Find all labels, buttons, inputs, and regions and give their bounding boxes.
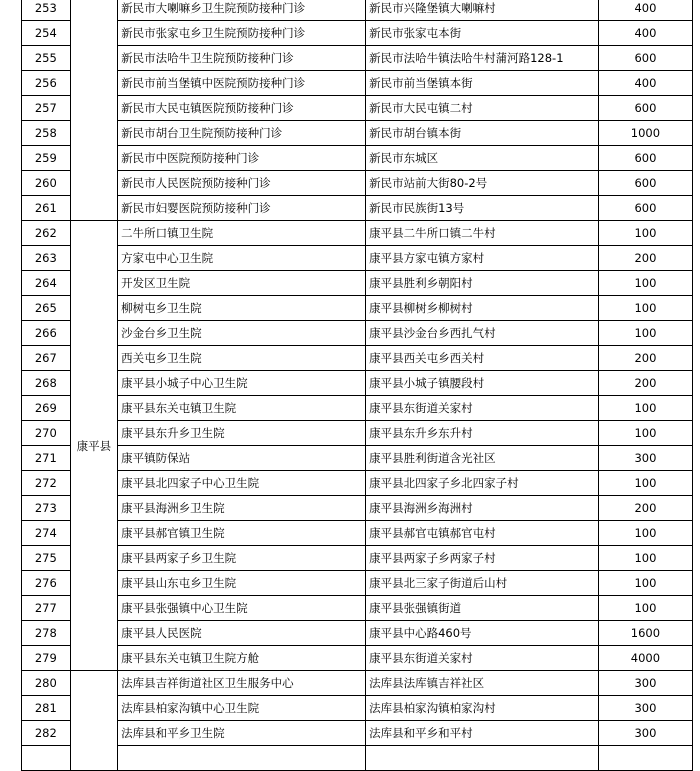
dose-quantity-cell: 200 bbox=[598, 496, 692, 521]
row-number-cell: 265 bbox=[22, 296, 71, 321]
row-number-cell: 256 bbox=[22, 71, 71, 96]
site-address-cell: 新民市站前大街80-2号 bbox=[366, 171, 599, 196]
dose-quantity-cell: 200 bbox=[598, 246, 692, 271]
site-name-cell: 法库县吉祥街道社区卫生服务中心 bbox=[118, 671, 366, 696]
row-number-cell: 270 bbox=[22, 421, 71, 446]
dose-quantity-cell: 600 bbox=[598, 196, 692, 221]
dose-quantity-cell: 100 bbox=[598, 546, 692, 571]
dose-quantity-cell: 400 bbox=[598, 71, 692, 96]
site-name-cell: 法库县和平乡卫生院 bbox=[118, 721, 366, 746]
dose-quantity-cell bbox=[598, 746, 692, 771]
site-address-cell: 康平县北三家子街道后山村 bbox=[366, 571, 599, 596]
row-number-cell: 266 bbox=[22, 321, 71, 346]
table-body bbox=[22, 0, 693, 771]
site-address-cell: 康平县东街道关家村 bbox=[366, 646, 599, 671]
site-address-cell: 新民市张家屯本街 bbox=[366, 21, 599, 46]
table-row bbox=[22, 571, 693, 596]
dose-quantity-cell: 300 bbox=[598, 446, 692, 471]
dose-quantity-cell: 100 bbox=[598, 521, 692, 546]
row-number-cell: 253 bbox=[22, 0, 71, 21]
table-row bbox=[22, 96, 693, 121]
site-name-cell: 康平县东关屯镇卫生院方舱 bbox=[118, 646, 366, 671]
site-address-cell: 康平县西关屯乡西关村 bbox=[366, 346, 599, 371]
table-row bbox=[22, 696, 693, 721]
site-address-cell: 新民市法哈牛镇法哈牛村蒲河路128-1 bbox=[366, 46, 599, 71]
dose-quantity-cell: 100 bbox=[598, 421, 692, 446]
site-address-cell: 康平县胜利乡朝阳村 bbox=[366, 271, 599, 296]
table-row bbox=[22, 621, 693, 646]
table-row bbox=[22, 321, 693, 346]
row-number-cell: 274 bbox=[22, 521, 71, 546]
table-row bbox=[22, 546, 693, 571]
site-address-cell: 新民市大民屯镇二村 bbox=[366, 96, 599, 121]
row-number-cell: 260 bbox=[22, 171, 71, 196]
table-row bbox=[22, 271, 693, 296]
table-row bbox=[22, 21, 693, 46]
site-name-cell: 新民市前当堡镇中医院预防接种门诊 bbox=[118, 71, 366, 96]
site-name-cell: 沙金台乡卫生院 bbox=[118, 321, 366, 346]
county-cell bbox=[70, 0, 118, 221]
site-address-cell: 康平县柳树乡柳树村 bbox=[366, 296, 599, 321]
row-number-cell: 261 bbox=[22, 196, 71, 221]
table-row bbox=[22, 446, 693, 471]
row-number-cell: 275 bbox=[22, 546, 71, 571]
site-name-cell: 法库县柏家沟镇中心卫生院 bbox=[118, 696, 366, 721]
table-row bbox=[22, 346, 693, 371]
row-number-cell bbox=[22, 746, 71, 771]
dose-quantity-cell: 1600 bbox=[598, 621, 692, 646]
site-name-cell: 康平镇防保站 bbox=[118, 446, 366, 471]
site-name-cell: 新民市人民医院预防接种门诊 bbox=[118, 171, 366, 196]
table-row bbox=[22, 496, 693, 521]
site-address-cell: 康平县小城子镇腰段村 bbox=[366, 371, 599, 396]
row-number-cell: 280 bbox=[22, 671, 71, 696]
table-row bbox=[22, 596, 693, 621]
row-number-cell: 259 bbox=[22, 146, 71, 171]
site-name-cell: 新民市胡台卫生院预防接种门诊 bbox=[118, 121, 366, 146]
site-address-cell: 康平县郝官屯镇郝官屯村 bbox=[366, 521, 599, 546]
row-number-cell: 269 bbox=[22, 396, 71, 421]
site-name-cell: 康平县东升乡卫生院 bbox=[118, 421, 366, 446]
row-number-cell: 264 bbox=[22, 271, 71, 296]
row-number-cell: 267 bbox=[22, 346, 71, 371]
dose-quantity-cell: 300 bbox=[598, 696, 692, 721]
site-name-cell: 新民市妇婴医院预防接种门诊 bbox=[118, 196, 366, 221]
row-number-cell: 263 bbox=[22, 246, 71, 271]
table-row bbox=[22, 471, 693, 496]
dose-quantity-cell: 1000 bbox=[598, 121, 692, 146]
row-number-cell: 258 bbox=[22, 121, 71, 146]
site-address-cell: 康平县方家屯镇方家村 bbox=[366, 246, 599, 271]
row-number-cell: 262 bbox=[22, 221, 71, 246]
site-address-cell: 康平县东升乡东升村 bbox=[366, 421, 599, 446]
site-address-cell: 康平县沙金台乡西扎气村 bbox=[366, 321, 599, 346]
site-name-cell: 康平县人民医院 bbox=[118, 621, 366, 646]
site-name-cell: 新民市大民屯镇医院预防接种门诊 bbox=[118, 96, 366, 121]
dose-quantity-cell: 600 bbox=[598, 171, 692, 196]
table-row bbox=[22, 0, 693, 21]
site-address-cell: 康平县北四家子乡北四家子村 bbox=[366, 471, 599, 496]
site-address-cell: 康平县胜利街道含光社区 bbox=[366, 446, 599, 471]
table-row bbox=[22, 721, 693, 746]
site-name-cell: 康平县郝官镇卫生院 bbox=[118, 521, 366, 546]
site-address-cell: 康平县二牛所口镇二牛村 bbox=[366, 221, 599, 246]
site-address-cell: 新民市前当堡镇本街 bbox=[366, 71, 599, 96]
site-name-cell: 康平县张强镇中心卫生院 bbox=[118, 596, 366, 621]
table-row bbox=[22, 221, 693, 246]
table-row bbox=[22, 46, 693, 71]
dose-quantity-cell: 100 bbox=[598, 296, 692, 321]
site-name-cell: 柳树屯乡卫生院 bbox=[118, 296, 366, 321]
county-cell bbox=[70, 671, 118, 771]
site-name-cell: 新民市张家屯乡卫生院预防接种门诊 bbox=[118, 21, 366, 46]
row-number-cell: 276 bbox=[22, 571, 71, 596]
dose-quantity-cell: 100 bbox=[598, 471, 692, 496]
dose-quantity-cell: 100 bbox=[598, 271, 692, 296]
table-row bbox=[22, 246, 693, 271]
dose-quantity-cell: 600 bbox=[598, 46, 692, 71]
site-address-cell: 新民市胡台镇本街 bbox=[366, 121, 599, 146]
dose-quantity-cell: 400 bbox=[598, 0, 692, 21]
row-number-cell: 282 bbox=[22, 721, 71, 746]
site-address-cell: 康平县两家子乡两家子村 bbox=[366, 546, 599, 571]
site-name-cell: 开发区卫生院 bbox=[118, 271, 366, 296]
site-address-cell: 康平县海洲乡海洲村 bbox=[366, 496, 599, 521]
site-name-cell: 康平县北四家子中心卫生院 bbox=[118, 471, 366, 496]
site-address-cell: 新民市兴隆堡镇大喇嘛村 bbox=[366, 0, 599, 21]
row-number-cell: 272 bbox=[22, 471, 71, 496]
row-number-cell: 271 bbox=[22, 446, 71, 471]
row-number-cell: 273 bbox=[22, 496, 71, 521]
site-name-cell: 新民市大喇嘛乡卫生院预防接种门诊 bbox=[118, 0, 366, 21]
site-address-cell: 法库县法库镇吉祥社区 bbox=[366, 671, 599, 696]
dose-quantity-cell: 100 bbox=[598, 396, 692, 421]
site-name-cell: 新民市中医院预防接种门诊 bbox=[118, 146, 366, 171]
dose-quantity-cell: 300 bbox=[598, 671, 692, 696]
dose-quantity-cell: 600 bbox=[598, 146, 692, 171]
row-number-cell: 257 bbox=[22, 96, 71, 121]
table-row bbox=[22, 746, 693, 771]
dose-quantity-cell: 200 bbox=[598, 346, 692, 371]
site-name-cell: 康平县海洲乡卫生院 bbox=[118, 496, 366, 521]
table-row bbox=[22, 196, 693, 221]
site-address-cell: 新民市民族街13号 bbox=[366, 196, 599, 221]
site-address-cell: 新民市东城区 bbox=[366, 146, 599, 171]
site-address-cell: 法库县柏家沟镇柏家沟村 bbox=[366, 696, 599, 721]
site-address-cell: 法库县和平乡和平村 bbox=[366, 721, 599, 746]
site-name-cell: 康平县小城子中心卫生院 bbox=[118, 371, 366, 396]
dose-quantity-cell: 100 bbox=[598, 321, 692, 346]
dose-quantity-cell: 100 bbox=[598, 571, 692, 596]
table-row bbox=[22, 671, 693, 696]
table-row bbox=[22, 146, 693, 171]
table-row bbox=[22, 371, 693, 396]
dose-quantity-cell: 600 bbox=[598, 96, 692, 121]
table-row bbox=[22, 296, 693, 321]
dose-quantity-cell: 100 bbox=[598, 221, 692, 246]
site-address-cell: 康平县张强镇街道 bbox=[366, 596, 599, 621]
row-number-cell: 255 bbox=[22, 46, 71, 71]
site-name-cell: 方家屯中心卫生院 bbox=[118, 246, 366, 271]
row-number-cell: 254 bbox=[22, 21, 71, 46]
row-number-cell: 268 bbox=[22, 371, 71, 396]
dose-quantity-cell: 4000 bbox=[598, 646, 692, 671]
site-name-cell: 二牛所口镇卫生院 bbox=[118, 221, 366, 246]
table-row bbox=[22, 121, 693, 146]
site-address-cell: 康平县东街道关家村 bbox=[366, 396, 599, 421]
site-name-cell: 康平县山东屯乡卫生院 bbox=[118, 571, 366, 596]
table-row bbox=[22, 521, 693, 546]
vaccination-sites-table bbox=[21, 0, 693, 771]
site-address-cell: 康平县中心路460号 bbox=[366, 621, 599, 646]
site-name-cell: 西关屯乡卫生院 bbox=[118, 346, 366, 371]
table-row bbox=[22, 171, 693, 196]
table-row bbox=[22, 396, 693, 421]
row-number-cell: 281 bbox=[22, 696, 71, 721]
table-row bbox=[22, 71, 693, 96]
row-number-cell: 277 bbox=[22, 596, 71, 621]
dose-quantity-cell: 200 bbox=[598, 371, 692, 396]
table-row bbox=[22, 646, 693, 671]
site-name-cell: 康平县东关屯镇卫生院 bbox=[118, 396, 366, 421]
table-row bbox=[22, 421, 693, 446]
site-name-cell: 新民市法哈牛卫生院预防接种门诊 bbox=[118, 46, 366, 71]
site-address-cell bbox=[366, 746, 599, 771]
site-name-cell bbox=[118, 746, 366, 771]
dose-quantity-cell: 300 bbox=[598, 721, 692, 746]
dose-quantity-cell: 400 bbox=[598, 21, 692, 46]
site-name-cell: 康平县两家子乡卫生院 bbox=[118, 546, 366, 571]
row-number-cell: 278 bbox=[22, 621, 71, 646]
row-number-cell: 279 bbox=[22, 646, 71, 671]
county-cell: 康平县 bbox=[70, 221, 118, 671]
dose-quantity-cell: 100 bbox=[598, 596, 692, 621]
